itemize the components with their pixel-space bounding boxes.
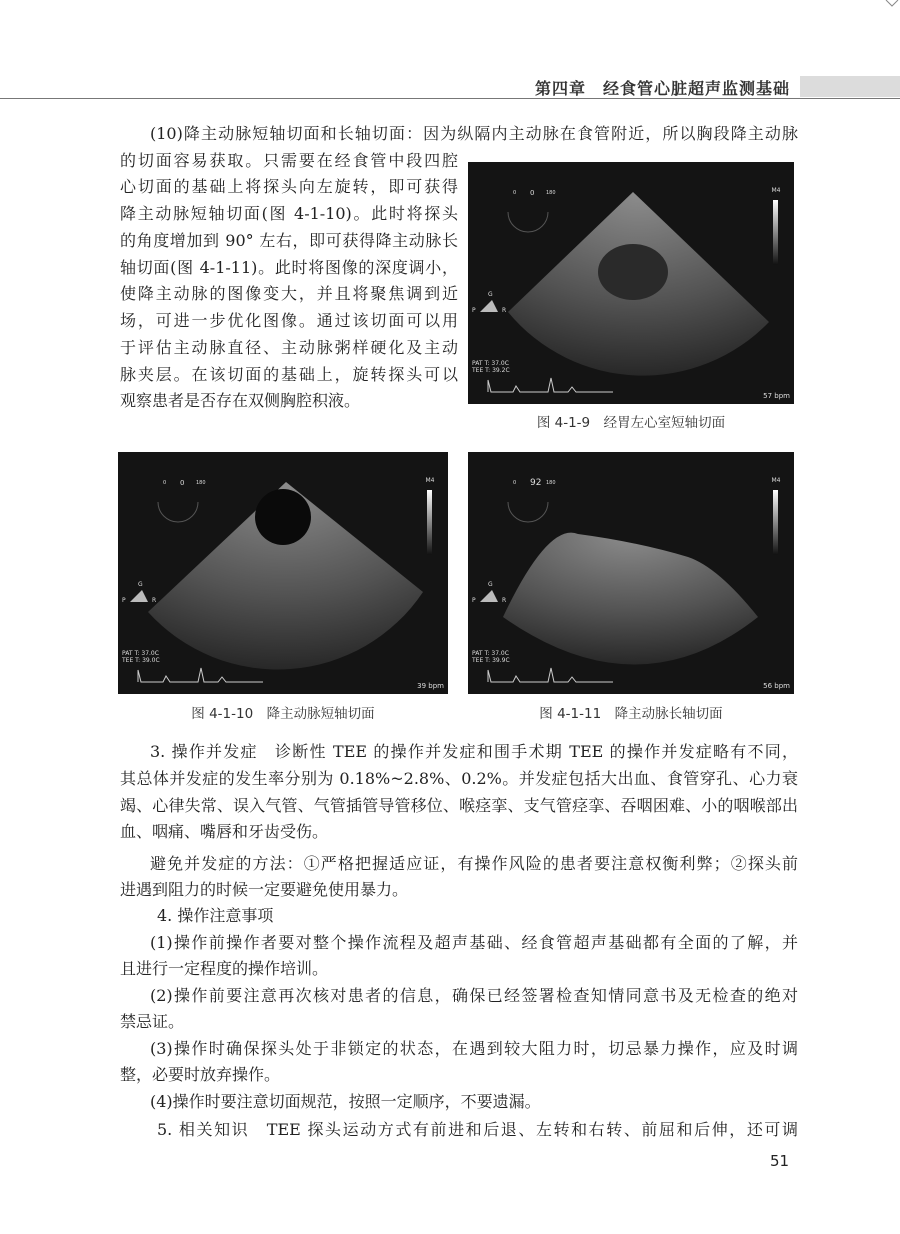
grayscale-bar xyxy=(773,200,778,265)
angle-value: 0 xyxy=(530,189,535,197)
section4-heading: 4. 操作注意事项 xyxy=(157,906,274,925)
section4-item-line: (1)操作前操作者要对整个操作流程及超声基础、经食管超声基础都有全面的了解，并 xyxy=(150,933,798,952)
section10-line: 使降主动脉的图像变大，并且将聚焦调到近 xyxy=(120,284,458,303)
patient-temperature: PAT T: 37.0C xyxy=(472,650,509,657)
heart-rate: 39 bpm xyxy=(417,682,444,690)
patient-temperature: PAT T: 37.0C xyxy=(122,650,159,657)
heart-rate: 57 bpm xyxy=(763,392,790,400)
section4-item-line: (2)操作前要注意再次核对患者的信息，确保已经签署检查知情同意书及无检查的绝对 xyxy=(150,986,798,1005)
section10-line: 于评估主动脉直径、主动脉粥样硬化及主动 xyxy=(120,338,458,357)
running-header xyxy=(535,76,790,99)
section4-item-line: 禁忌证。 xyxy=(120,1012,185,1031)
probe-label: M4 xyxy=(771,187,781,194)
header-tab xyxy=(800,76,900,97)
patient-temperature: PAT T: 37.0C xyxy=(472,360,509,367)
orient-p: P xyxy=(472,597,476,604)
section10-line: 轴切面(图 4-1-11)。此时将图像的深度调小， xyxy=(120,258,458,277)
probe-label: M4 xyxy=(771,477,781,484)
grayscale-bar xyxy=(427,490,432,555)
section10-line: (10)降主动脉短轴切面和长轴切面：因为纵隔内主动脉在食管附近，所以胸段降主动脉 xyxy=(150,124,798,143)
angle-max: 180 xyxy=(546,190,556,196)
figure-caption: 图 4-1-11 降主动脉长轴切面 xyxy=(539,706,723,722)
orient-g: G xyxy=(488,291,493,298)
orient-p: P xyxy=(122,597,126,604)
figure-descending-aorta-long-axis xyxy=(468,452,794,694)
figure-caption: 图 4-1-9 经胃左心室短轴切面 xyxy=(536,415,726,431)
probe-label: M4 xyxy=(425,477,435,484)
probe-temperature: TEE T: 39.9C xyxy=(472,657,510,664)
orient-p: P xyxy=(472,307,476,314)
section4-item-line: 整，必要时放弃操作。 xyxy=(120,1065,281,1084)
angle-max: 180 xyxy=(196,480,206,486)
orient-r: R xyxy=(502,307,507,314)
section3-line: 其总体并发症的发生率分别为 0.18%~2.8%、0.2%。并发症包括大出血、食管穿孔、心力衰 xyxy=(120,769,798,788)
section3-line: 血、咽痛、嘴唇和牙齿受伤。 xyxy=(120,822,329,841)
section10-line: 的角度增加到 90° 左右，即可获得降主动脉长 xyxy=(120,231,458,250)
section3-line: 竭、心律失常、误入气管、气管插管导管移位、喉痉挛、支气管痉挛、吞咽困难、小的咽喉部出 xyxy=(120,796,798,815)
section5-line: 5. 相关知识 TEE 探头运动方式有前进和后退、左转和右转、前屈和后伸，还可调 xyxy=(157,1120,798,1139)
section4-item-line: (3)操作时确保探头处于非锁定的状态，在遇到较大阻力时，切忌暴力操作，应及时调 xyxy=(150,1039,798,1058)
probe-temperature: TEE T: 39.2C xyxy=(472,367,510,374)
orient-r: R xyxy=(152,597,157,604)
chapter-number: 第四章 xyxy=(535,79,587,98)
section3-line: 3. 操作并发症 诊断性 TEE 的操作并发症和围手术期 TEE 的操作并发症略有不同， xyxy=(150,742,798,761)
figure-lv-short-axis xyxy=(468,162,794,404)
figure-caption: 图 4-1-10 降主动脉短轴切面 xyxy=(191,706,375,722)
orient-g: G xyxy=(138,581,143,588)
section10-line: 脉夹层。在该切面的基础上，旋转探头可以 xyxy=(120,365,458,384)
header-rule xyxy=(0,98,900,99)
section10-line: 场，可进一步优化图像。通过该切面可以用 xyxy=(120,311,458,330)
grayscale-bar xyxy=(773,490,778,555)
section10-line: 观察患者是否存在双侧胸腔积液。 xyxy=(120,391,361,410)
angle-max: 180 xyxy=(546,480,556,486)
section4-item-line: (4)操作时要注意切面规范，按照一定顺序，不要遗漏。 xyxy=(150,1092,541,1111)
ultrasound-image xyxy=(468,162,794,404)
page-corner-mark xyxy=(882,0,900,12)
orient-g: G xyxy=(488,581,493,588)
angle-min: 0 xyxy=(513,480,517,486)
section10-line: 降主动脉短轴切面(图 4-1-10)。此时将探头 xyxy=(120,204,458,223)
aorta-lumen xyxy=(255,489,311,545)
avoid-line: 进遇到阻力的时候一定要避免使用暴力。 xyxy=(120,880,409,899)
angle-value: 92 xyxy=(530,478,542,488)
heart-rate: 56 bpm xyxy=(763,682,790,690)
ultrasound-image xyxy=(118,452,448,694)
section10-line: 的切面容易获取。只需要在经食管中段四腔 xyxy=(120,151,458,170)
lv-cavity xyxy=(598,244,668,300)
ultrasound-image xyxy=(468,452,794,694)
orient-r: R xyxy=(502,597,507,604)
section4-item-line: 且进行一定程度的操作培训。 xyxy=(120,959,329,978)
angle-min: 0 xyxy=(513,190,517,196)
angle-value: 0 xyxy=(180,479,185,487)
probe-temperature: TEE T: 39.0C xyxy=(122,657,160,664)
figure-descending-aorta-short-axis xyxy=(118,452,448,694)
page-number: 51 xyxy=(770,1152,790,1170)
avoid-line: 避免并发症的方法：①严格把握适应证，有操作风险的患者要注意权衡利弊；②探头前 xyxy=(150,854,798,873)
section10-line: 心切面的基础上将探头向左旋转，即可获得 xyxy=(120,177,458,196)
chapter-title: 经食管心脏超声监测基础 xyxy=(603,79,791,98)
angle-min: 0 xyxy=(163,480,167,486)
